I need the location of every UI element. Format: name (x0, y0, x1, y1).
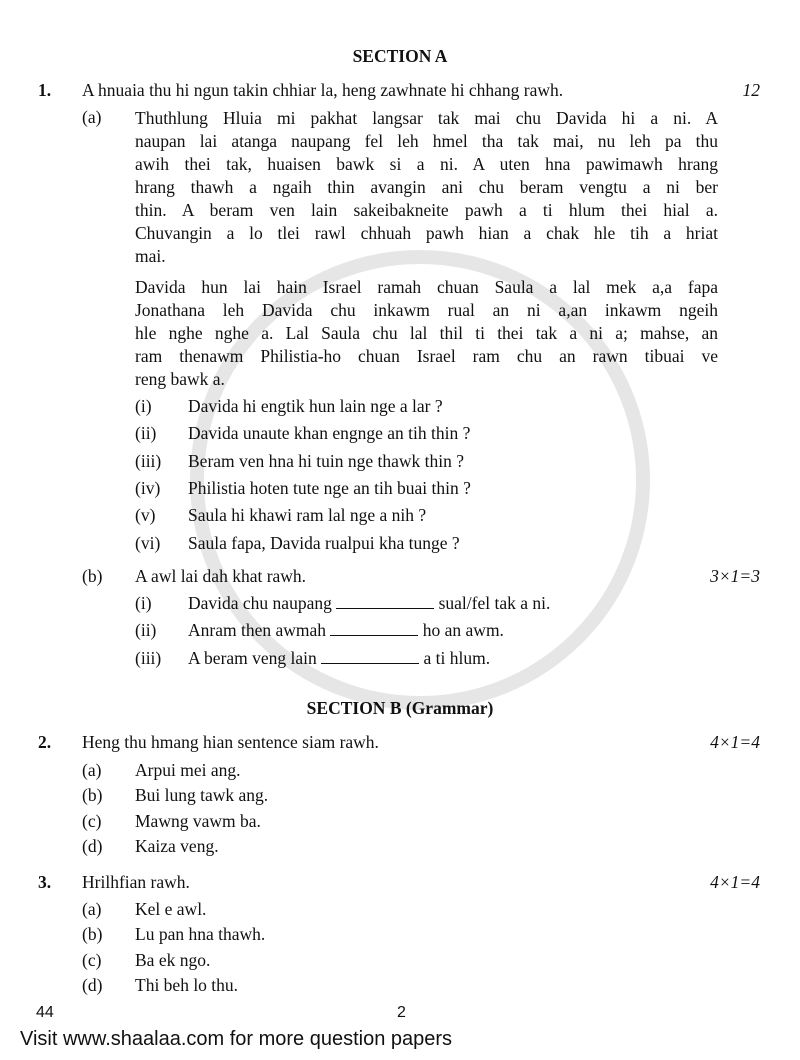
fill-blank-item (188, 620, 504, 641)
passage-line: Thuthlung Hluia mi pakhat langsar tak mai chu Davida hi a ni. A (135, 108, 718, 128)
fill-blank-after: sual/fel tak a ni. (438, 593, 551, 613)
item-label: (d) (82, 835, 103, 856)
passage-paragraph-2 (135, 276, 718, 391)
passage-line: mai. (135, 246, 166, 266)
question-number: 3. (38, 872, 52, 892)
sub-question-label: (ii) (135, 423, 157, 444)
question-marks: 4×1=4 (710, 872, 760, 892)
footer-link-text[interactable]: Visit www.shaalaa.com for more question papers (20, 1028, 453, 1050)
fill-blank-item (188, 648, 490, 669)
sub-question-text: Davida unaute khan engnge an tih thin ? (188, 423, 471, 444)
paper-code: 44 (36, 1004, 54, 1021)
item-label: (b) (82, 785, 103, 806)
item-label: (b) (82, 924, 103, 945)
item-text: Arpui mei ang. (135, 760, 241, 780)
sub-question-label: (i) (135, 396, 152, 416)
section-a-heading: SECTION A (352, 46, 448, 66)
blank-line (336, 594, 434, 609)
item-label: (a) (82, 760, 102, 780)
item-text: Thi beh lo thu. (135, 974, 239, 995)
sub-question-text: Saula fapa, Davida rualpui kha tunge ? (188, 532, 460, 553)
question-marks: 12 (742, 80, 760, 100)
fill-blank-after: ho an awm. (422, 620, 504, 640)
passage-line: naupan lai atanga naupang fel leh hmel tha tak mai, nu leh pa thu (135, 131, 718, 151)
question-text: Heng thu hmang hian sentence siam rawh. (82, 732, 379, 752)
passage-line: Davida hun lai hain Israel ramah chuan Saula a lal mek a,a fapa (135, 277, 718, 297)
sub-question-text: Beram ven hna hi tuin nge thawk thin ? (188, 450, 465, 471)
item-text: Ba ek ngo. (135, 949, 211, 970)
sub-question-label: (vi) (135, 532, 161, 553)
fill-blank-label: (ii) (135, 620, 157, 640)
passage-line: reng bawk a. (135, 369, 225, 389)
item-label: (c) (82, 810, 102, 831)
item-label: (a) (82, 899, 102, 919)
blank-line (321, 649, 419, 664)
fill-blank-label: (iii) (135, 648, 162, 668)
sub-question-text: Davida hi engtik hun lain nge a lar ? (188, 396, 443, 416)
item-label: (c) (82, 949, 102, 970)
question-marks: 4×1=4 (710, 732, 760, 752)
passage-line: Jonathana leh Davida chu inkawm rual an ni a,an inkawm ngeih (135, 300, 718, 320)
page-number: 2 (397, 1004, 406, 1021)
sub-question-label: (iv) (135, 477, 161, 498)
sub-question-label: (v) (135, 505, 156, 526)
passage-line: hrang thawh a ngaih thin avangin ani chu beram vengtu a ni ber (135, 177, 718, 197)
question-number: 2. (38, 732, 52, 752)
fill-blank-after: a ti hlum. (423, 648, 491, 668)
blank-line (330, 621, 418, 636)
part-marks: 3×1=3 (710, 566, 760, 586)
sub-question-text: Saula hi khawi ram lal nge a nih ? (188, 505, 427, 526)
item-text: Lu pan hna thawh. (135, 924, 266, 945)
item-text: Mawng vawm ba. (135, 810, 261, 831)
question-text: A hnuaia thu hi ngun takin chhiar la, heng zawhnate hi chhang rawh. (82, 80, 564, 100)
fill-blank-before: A beram veng lain (188, 648, 317, 668)
question-number: 1. (38, 80, 52, 100)
fill-blank-before: Anram then awmah (188, 620, 327, 640)
fill-blank-label: (i) (135, 593, 152, 613)
fill-blank-item (188, 593, 550, 614)
item-text: Bui lung tawk ang. (135, 785, 269, 806)
passage-line: awih thei tak, huaisen bawk si a ni. A uten hna pawimawh hrang (135, 154, 718, 174)
passage-line: Chuvangin a lo tlei rawl chhuah pawh hian a chak hle tih a hriat (135, 223, 718, 243)
question-text: Hrilhfian rawh. (82, 872, 190, 892)
passage-line: thin. A beram ven lain sakeibakneite pawh a ti hlum thei hial a. (135, 200, 718, 220)
fill-blank-before: Davida chu naupang (188, 593, 332, 613)
item-text: Kaiza veng. (135, 835, 219, 856)
part-label: (a) (82, 107, 102, 127)
passage-paragraph-1 (135, 107, 718, 268)
sub-question-label: (iii) (135, 450, 162, 471)
passage-line: hle nghe nghe a. Lal Saula chu lal thil ti thei tak a ni a; mahse, an (135, 323, 718, 343)
sub-question-text: Philistia hoten tute nge an tih buai thin ? (188, 477, 471, 498)
part-label: (b) (82, 566, 103, 586)
item-label: (d) (82, 974, 103, 995)
part-text: A awl lai dah khat rawh. (135, 566, 307, 586)
passage-line: ram thenawm Philistia-ho chuan Israel ram chu an rawn tibuai ve (135, 346, 718, 366)
item-text: Kel e awl. (135, 899, 207, 919)
section-b-heading: SECTION B (Grammar) (306, 698, 494, 718)
